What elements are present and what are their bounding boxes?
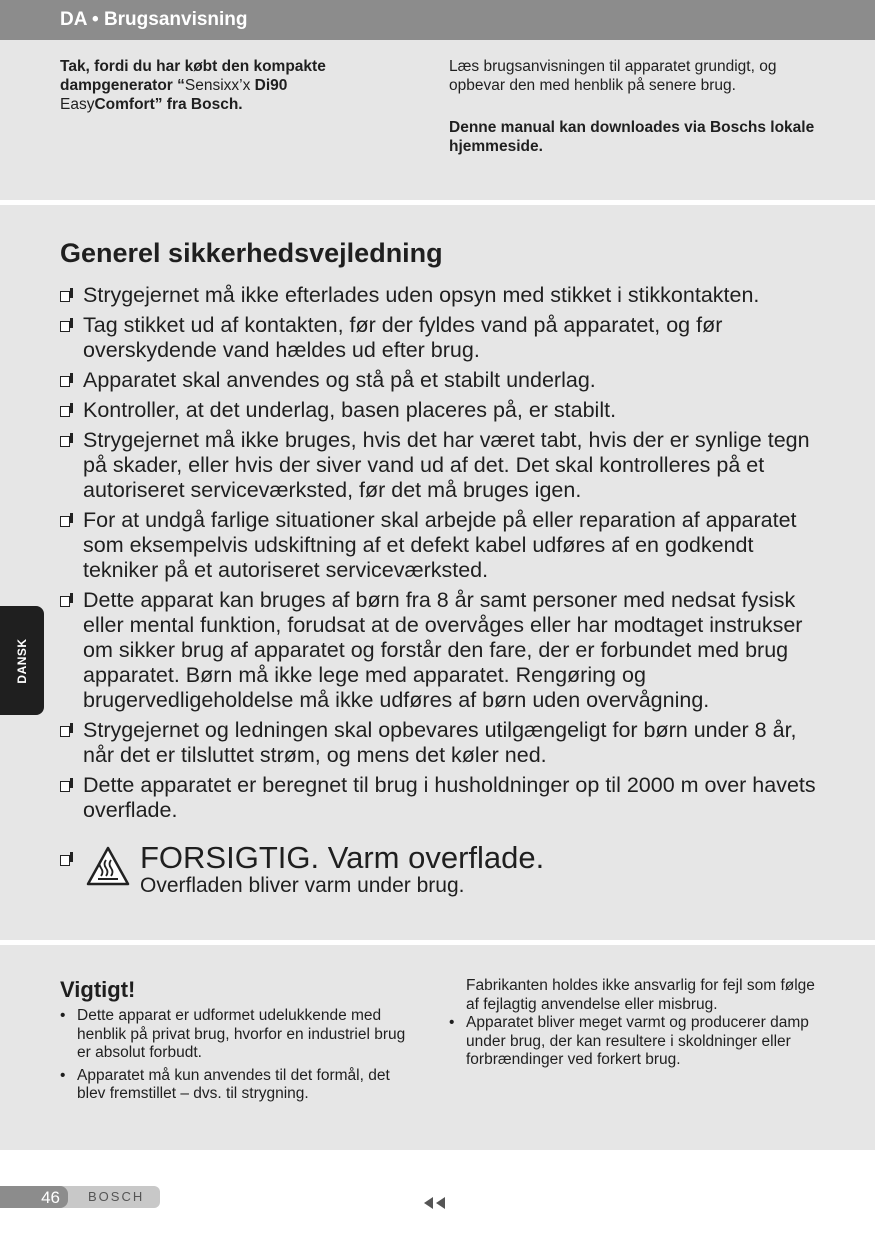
safety-item-text: Apparatet skal anvendes og stå på et stabilt underlag.: [83, 368, 596, 392]
important-box: [0, 945, 875, 1150]
safety-item-text: Dette apparat kan bruges af børn fra 8 år samt personer med nedsat fysisk eller mental funktion, forudsat at de overvåges eller har modtaget instrukser om sikker brug af apparatet og forstår den fare, der er forbundet med brug apparatet. Børn må ikke lege med apparatet. Rengøring og brugervedligeholdelse må ikke udføres af børn uden overvågning.: [83, 588, 803, 712]
safety-item: [60, 718, 820, 768]
brand-label: BOSCH: [88, 1189, 145, 1204]
important-right: [449, 977, 829, 1070]
thanks-text: [60, 57, 400, 114]
safety-item: [60, 368, 820, 393]
important-title: Vigtigt!: [60, 977, 136, 1002]
language-tab[interactable]: [0, 606, 44, 715]
important-item: [60, 1067, 420, 1104]
checkbox-bullet-icon: [60, 596, 70, 607]
safety-item-text: Strygejernet må ikke bruges, hvis det har været tabt, hvis der er synlige tegn på skader, eller hvis der siver vand ud af det. Det skal kontrolleres på et autoriseret serviceværksted, før det må bruges igen.: [83, 428, 810, 502]
read-manual-text: Læs brugsanvisningen til apparatet grundigt, og opbevar den med henblik på senere brug.: [449, 58, 777, 94]
safety-item: [60, 398, 820, 423]
caution-subtitle: Overfladen bliver varm under brug.: [140, 874, 465, 897]
page-header: [0, 0, 875, 40]
safety-item-text: For at undgå farlige situationer skal arbejde på eller reparation af apparatet som eksempelvis udskiftning af et defekt kabel udføres af en godkendt tekniker på et autoriseret serviceværksted.: [83, 508, 797, 582]
safety-item-text: Tag stikket ud af kontakten, før der fyldes vand på apparatet, og før overskydende vand hældes ud efter brug.: [83, 313, 723, 362]
safety-item-text: Kontroller, at det underlag, basen placeres på, er stabilt.: [83, 398, 617, 422]
checkbox-bullet-icon: [60, 321, 70, 332]
important-list: [60, 1007, 420, 1104]
intro-box: [0, 40, 875, 200]
checkbox-bullet-icon: [60, 376, 70, 387]
important-item: [60, 1007, 420, 1063]
caution-block: [60, 842, 820, 902]
important-left: [60, 1007, 420, 1108]
page-number-badge: [0, 1186, 68, 1208]
model-easy: Easy: [60, 96, 95, 113]
liability-text: Fabrikanten holdes ikke ansvarlig for fejl som følge af fejlagtig anvendelse eller misbrug.: [466, 977, 815, 1013]
thanks-lead: Tak, fordi du har købt den kompakte dampgenerator: [60, 58, 326, 94]
checkbox-bullet-icon: [60, 855, 70, 866]
header-title: DA • Brugsanvisning: [60, 9, 248, 30]
safety-item: [60, 508, 820, 583]
model-name: Sensixx’x: [184, 77, 255, 94]
safety-title: Generel sikkerhedsvejledning: [60, 238, 443, 268]
model-comfort: Comfort”: [94, 96, 163, 113]
safety-item: [60, 588, 820, 713]
checkbox-bullet-icon: [60, 436, 70, 447]
double-triangle-left-icon[interactable]: [423, 1196, 449, 1210]
important-item: [449, 1014, 829, 1070]
model-di: Di90: [254, 77, 288, 94]
checkbox-bullet-icon: [60, 406, 70, 417]
safety-list: [60, 283, 820, 828]
checkbox-bullet-icon: [60, 781, 70, 792]
page-number: 46: [41, 1188, 60, 1207]
download-text: [449, 118, 829, 156]
intro-right: [449, 57, 829, 179]
safety-item: [60, 428, 820, 503]
checkbox-bullet-icon: [60, 726, 70, 737]
bullet-icon: •: [60, 1007, 66, 1024]
language-tab-label: DANSK: [15, 637, 29, 684]
safety-box: [0, 205, 875, 940]
important-item-text: Apparatet må kun anvendes til det formål, det blev fremstillet – dvs. til strygning.: [77, 1066, 390, 1102]
safety-item: [60, 283, 820, 308]
bullet-icon: •: [449, 1014, 455, 1031]
download-text-bold: Denne manual kan downloades via Boschs lokale hjemmeside.: [449, 119, 815, 155]
footer-bar: [0, 1186, 160, 1208]
safety-item: [60, 313, 820, 363]
thanks-quote: “: [177, 77, 185, 94]
bullet-icon: •: [60, 1066, 66, 1084]
safety-item-text: Dette apparatet er beregnet til brug i husholdninger op til 2000 m over havets overflade.: [83, 773, 816, 822]
important-item-text: Apparatet bliver meget varmt og producerer damp under brug, der kan resultere i skoldninger eller forbrændinger ved forkert brug.: [466, 1014, 809, 1068]
important-item-text: Dette apparat er udformet udelukkende med henblik på privat brug, hvorfor en industriel brug er absolut forbudt.: [77, 1007, 406, 1061]
thanks-end: fra Bosch.: [162, 96, 243, 113]
checkbox-bullet-icon: [60, 516, 70, 527]
checkbox-bullet-icon: [60, 291, 70, 302]
safety-item-text: Strygejernet og ledningen skal opbevares utilgængeligt for børn under 8 år, når det er tilsluttet strøm, og mens det køler ned.: [83, 718, 797, 767]
caution-title: FORSIGTIG. Varm overflade.: [140, 840, 545, 875]
hot-surface-warning-icon: [86, 846, 130, 886]
important-list-right: [449, 1014, 829, 1070]
safety-item-text: Strygejernet må ikke efterlades uden opsyn med stikket i stikkontakten.: [83, 283, 760, 307]
safety-item: [60, 773, 820, 823]
